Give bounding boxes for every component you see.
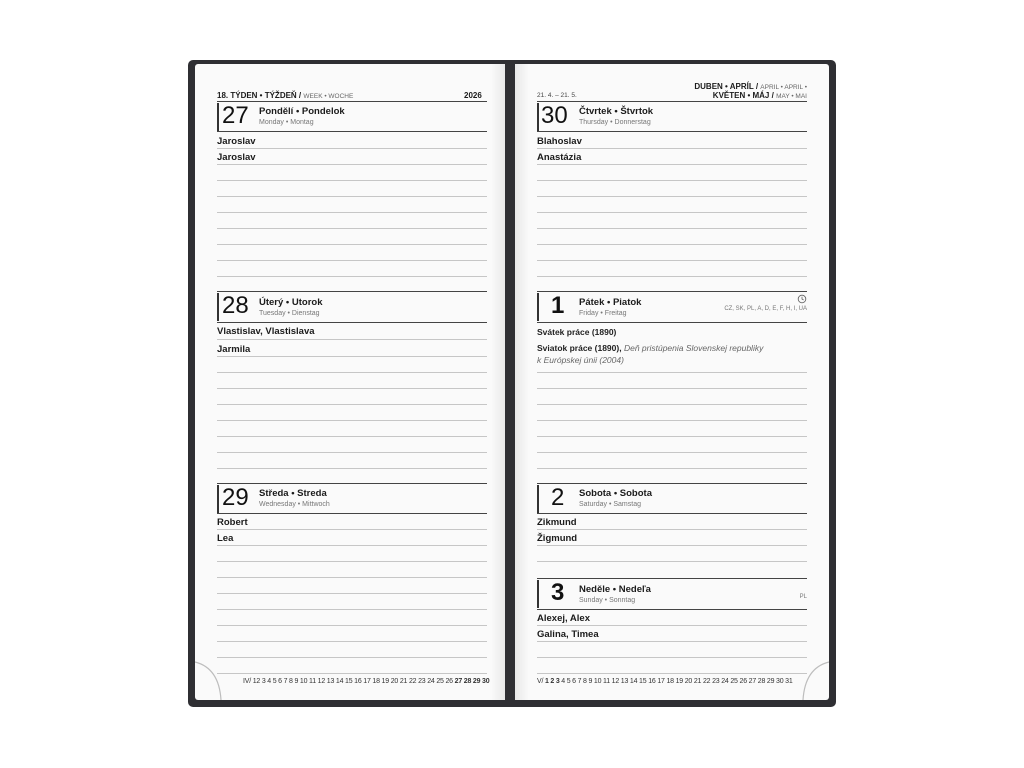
day-number: 29 bbox=[222, 484, 249, 511]
nameday: Blahoslav bbox=[537, 136, 582, 147]
day-number: 30 bbox=[541, 102, 568, 129]
day-marker bbox=[537, 580, 539, 608]
day-name: Středa • Streda bbox=[259, 488, 327, 499]
day-number: 3 bbox=[551, 579, 565, 606]
nameday: Lea bbox=[217, 533, 234, 544]
week-header bbox=[217, 91, 353, 100]
day-name-en-de: Saturday • Samstag bbox=[579, 501, 641, 508]
month-label: DUBEN • APRÍL / bbox=[694, 82, 759, 91]
header-rule bbox=[217, 101, 487, 102]
month-strip-days: IV/ 12 3 4 5 6 7 8 9 10 11 12 13 14 15 16 17 18 19 20 21 22 23 24 25 26 bbox=[243, 678, 453, 685]
day-name: Pondělí • Pondelok bbox=[259, 106, 345, 117]
month-strip-current-week: 27 28 29 30 bbox=[454, 678, 490, 685]
day-marker bbox=[537, 293, 539, 321]
holiday-sk-line2 bbox=[537, 355, 624, 365]
day-name: Úterý • Utorok bbox=[259, 297, 323, 308]
clock-icon bbox=[797, 294, 807, 304]
page-gutter-shadow bbox=[491, 64, 505, 700]
month-label-en-de: MAY • MAI bbox=[776, 93, 807, 100]
holiday-countries: CZ, SK, PL, A, D, E, F, H, I, UA bbox=[724, 306, 807, 312]
month-strip bbox=[243, 678, 489, 685]
holiday-sk-note-2: k Európskej únii (2004) bbox=[537, 355, 624, 365]
year-label: 2026 bbox=[464, 91, 482, 100]
left-page bbox=[195, 64, 505, 700]
nameday: Jaroslav bbox=[217, 136, 256, 147]
day-number: 27 bbox=[222, 102, 249, 129]
day-name: Pátek • Piatok bbox=[579, 297, 642, 308]
day-number: 2 bbox=[551, 484, 565, 511]
month-header-2 bbox=[713, 91, 807, 100]
day-rule bbox=[217, 513, 487, 514]
holiday-sk-note: Deň pristúpenia Slovenskej republiky bbox=[623, 343, 764, 353]
day-marker bbox=[217, 293, 219, 321]
day-rule bbox=[537, 609, 807, 610]
day-rule bbox=[217, 291, 487, 292]
month-header-1 bbox=[694, 82, 807, 91]
day-name: Sobota • Sobota bbox=[579, 488, 652, 499]
month-strip-prefix: V/ bbox=[537, 678, 544, 685]
month-strip-days: 4 5 6 7 8 9 10 11 12 13 14 15 16 17 18 19 20 21 22 23 24 25 26 27 28 29 30 31 bbox=[561, 678, 793, 685]
day-name-en-de: Friday • Freitag bbox=[579, 310, 627, 317]
day-rule bbox=[537, 291, 807, 292]
holiday-country: PL bbox=[799, 594, 807, 600]
nameday: Alexej, Alex bbox=[537, 613, 590, 624]
holiday-sk bbox=[537, 343, 763, 353]
day-marker bbox=[217, 103, 219, 131]
day-rule bbox=[217, 483, 487, 484]
nameday: Vlastislav, Vlastislava bbox=[217, 326, 315, 337]
day-rule bbox=[217, 131, 487, 132]
day-rule bbox=[537, 513, 807, 514]
day-marker bbox=[537, 485, 539, 513]
holiday-sk-title: Sviatok práce (1890), bbox=[537, 343, 622, 353]
date-range: 21. 4. – 21. 5. bbox=[537, 92, 577, 99]
day-rule bbox=[537, 578, 807, 579]
day-name-en-de: Thursday • Donnerstag bbox=[579, 119, 651, 126]
day-number: 1 bbox=[551, 292, 565, 319]
nameday: Anastázia bbox=[537, 152, 582, 163]
day-name-en-de: Sunday • Sonntag bbox=[579, 597, 636, 604]
nameday: Žigmund bbox=[537, 533, 578, 544]
day-name-en-de: Wednesday • Mittwoch bbox=[259, 501, 330, 508]
day-name-en-de: Monday • Montag bbox=[259, 119, 314, 126]
week-label-en-de: WEEK • WOCHE bbox=[303, 93, 354, 100]
month-label-en-de: APRIL • APRIL • bbox=[760, 84, 807, 91]
day-rule bbox=[537, 483, 807, 484]
nameday: Galina, Timea bbox=[537, 629, 599, 640]
nameday: Zikmund bbox=[537, 517, 577, 528]
day-name-en-de: Tuesday • Dienstag bbox=[259, 310, 320, 317]
nameday: Jarmila bbox=[217, 344, 251, 355]
month-strip bbox=[537, 678, 793, 685]
holiday-cz: Svátek práce (1890) bbox=[537, 327, 617, 337]
week-label: 18. TÝDEN • TÝŽDEŇ / bbox=[217, 91, 302, 100]
day-marker bbox=[537, 103, 539, 131]
page-gutter-shadow bbox=[515, 64, 529, 700]
header-rule bbox=[537, 101, 807, 102]
month-strip-current-week: 1 2 3 bbox=[544, 678, 560, 685]
day-rule bbox=[537, 131, 807, 132]
nameday: Robert bbox=[217, 517, 248, 528]
day-name: Neděle • Nedeľa bbox=[579, 584, 651, 595]
day-rule bbox=[537, 322, 807, 323]
month-label: KVĚTEN • MÁJ / bbox=[712, 91, 774, 100]
day-number: 28 bbox=[222, 292, 249, 319]
day-marker bbox=[217, 485, 219, 513]
nameday: Jaroslav bbox=[217, 152, 256, 163]
day-rule bbox=[217, 322, 487, 323]
corner-perforation-icon bbox=[195, 660, 229, 700]
right-page bbox=[515, 64, 829, 700]
corner-perforation-icon bbox=[795, 660, 829, 700]
day-name: Čtvrtek • Štvrtok bbox=[579, 106, 654, 117]
